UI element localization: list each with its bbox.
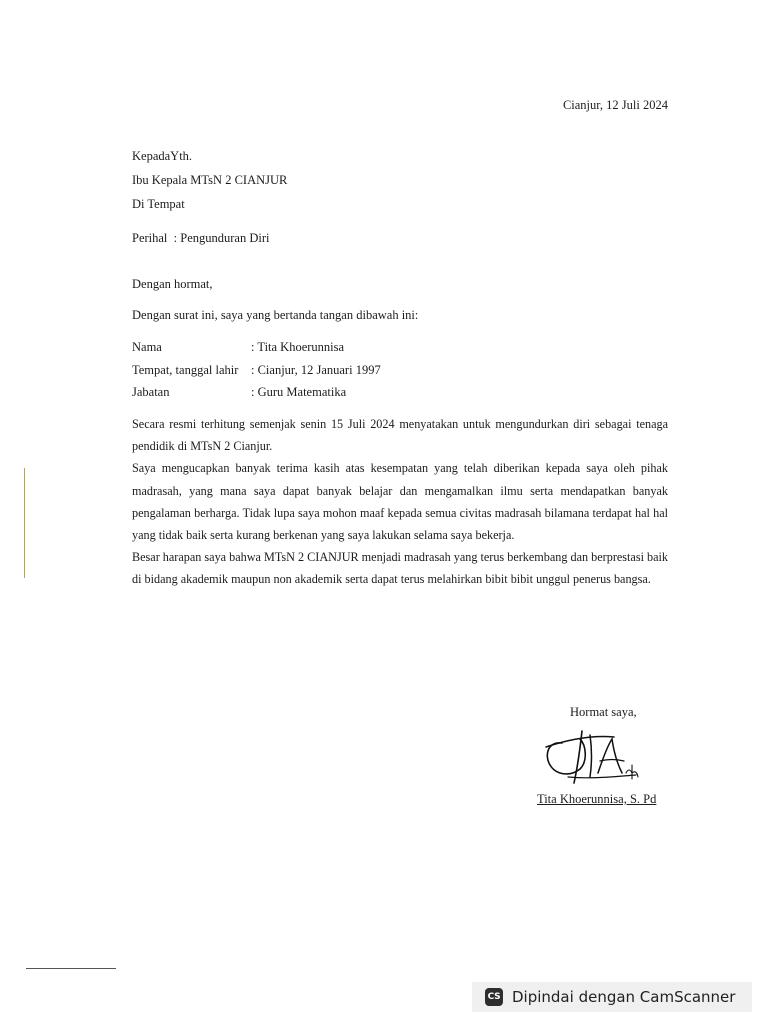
body-paragraph: Besar harapan saya bahwa MTsN 2 CIANJUR menjadi madrasah yang terus berkembang dan berprestasi baik di bidang akademik maupun non akademik serta dapat terus melahirkan bibit bibit unggul penerus bangsa. xyxy=(132,550,668,587)
camscanner-watermark xyxy=(472,982,752,1012)
intro-sentence: Dengan surat ini, saya yang bertanda tangan dibawah ini: xyxy=(132,308,419,322)
greeting: Dengan hormat, xyxy=(132,277,213,291)
identity-value: : Cianjur, 12 Januari 1997 xyxy=(251,362,381,377)
body-paragraph: Saya mengucapkan banyak terima kasih atas kesempatan yang telah diberikan kepada saya oleh pihak madrasah, yang mana saya dapat banyak belajar dan mengamalkan ilmu serta mendapatkan banyak pengalaman berharga. Tidak lupa saya mohon maaf kepada semua civitas madrasah bilamana terdapat hal hal yang tidak baik serta kurang berkenan yang saya lakukan selama saya bekerja. xyxy=(132,461,668,543)
body-paragraph: Secara resmi terhitung semenjak senin 15 Juli 2024 menyatakan untuk mengundurkan diri sebagai tenaga pendidik di MTsN 2 Cianjur. xyxy=(132,417,668,454)
closing-salutation: Hormat saya, xyxy=(570,705,637,719)
letter-body xyxy=(132,413,668,591)
recipient-line-3: Di Tempat xyxy=(132,197,185,211)
identity-label: Tempat, tanggal lahir xyxy=(132,362,239,377)
identity-row xyxy=(132,359,381,382)
identity-row xyxy=(132,381,381,404)
scan-edge-mark xyxy=(24,468,25,578)
signer-name: Tita Khoerunnisa, S. Pd xyxy=(537,792,657,806)
identity-label: Jabatan xyxy=(132,385,170,399)
identity-label: Nama xyxy=(132,340,162,354)
camscanner-icon: CS xyxy=(485,988,503,1006)
subject-line: Perihal : Pengunduran Diri xyxy=(132,231,270,245)
recipient-line-1: KepadaYth. xyxy=(132,149,193,163)
handwritten-signature xyxy=(540,725,650,793)
identity-value: : Guru Matematika xyxy=(251,385,347,399)
identity-row xyxy=(132,336,381,359)
place-date: Cianjur, 12 Juli 2024 xyxy=(562,98,668,112)
identity-table xyxy=(132,336,381,404)
identity-value: : Tita Khoerunnisa xyxy=(251,340,345,354)
watermark-text: Dipindai dengan CamScanner xyxy=(512,988,736,1006)
recipient-line-2: Ibu Kepala MTsN 2 CIANJUR xyxy=(132,173,288,187)
recipient-block xyxy=(132,144,287,216)
scan-artifact-line xyxy=(26,968,116,969)
